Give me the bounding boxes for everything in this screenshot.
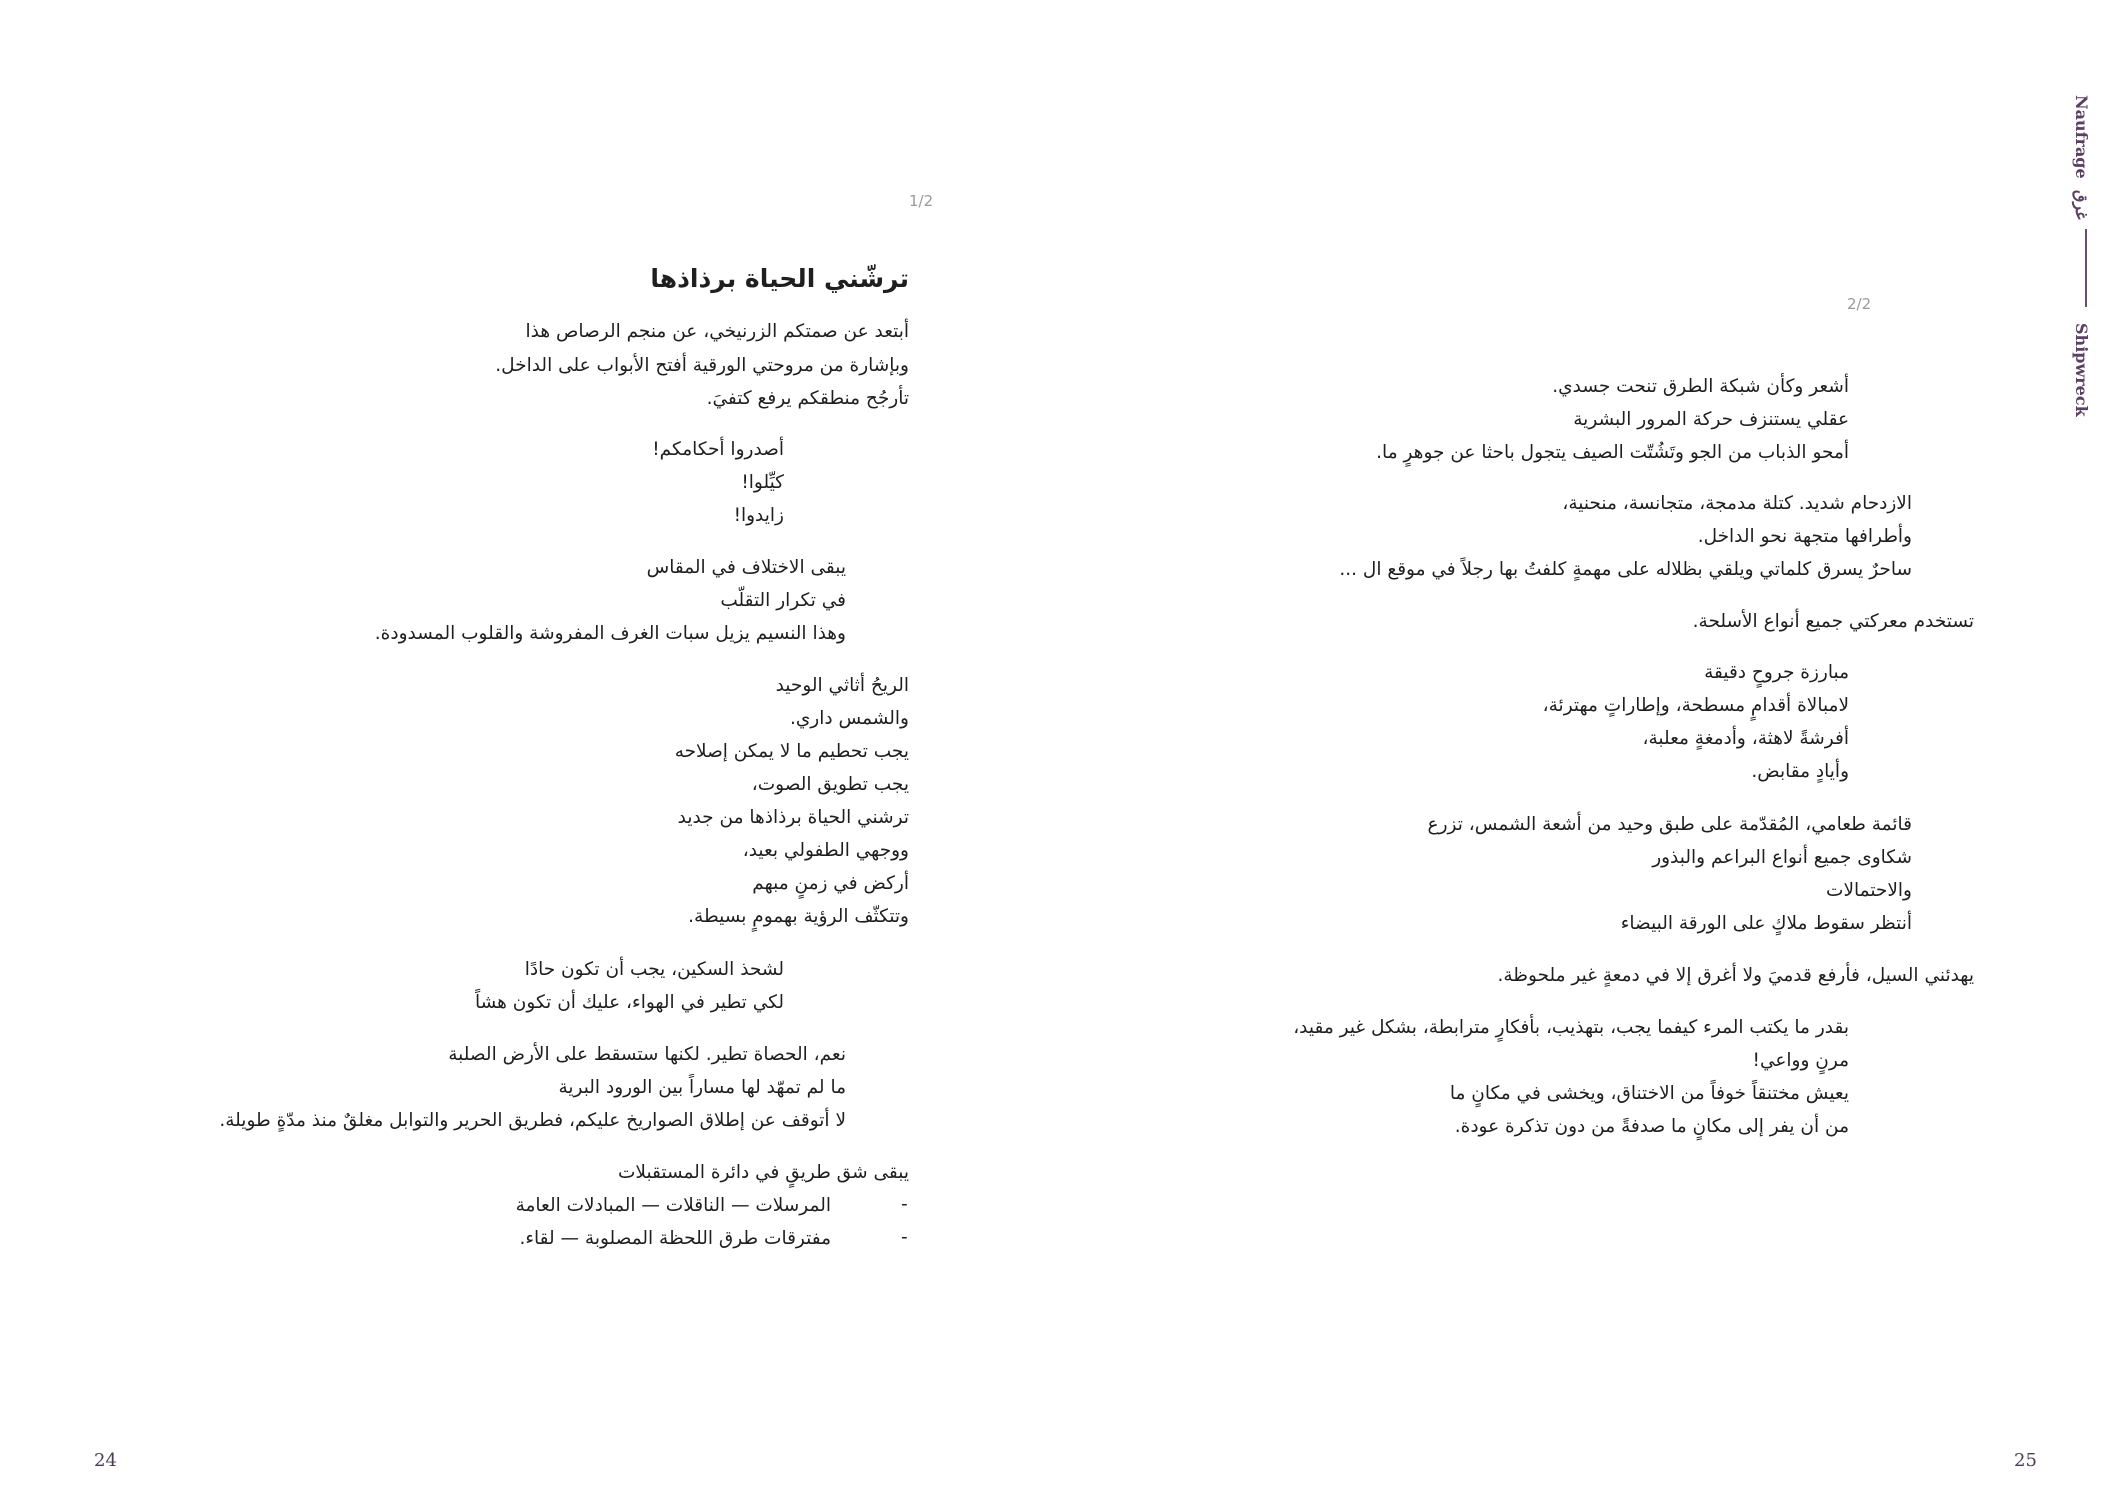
poem-line: عقلي يستنزف حركة المرور البشرية [1573,409,1849,430]
poem-line: ترشني الحياة برذاذها من جديد [677,807,909,828]
poem-line: لكي تطير في الهواء، عليك أن تكون هشاً [475,992,784,1013]
poem-line: والاحتمالات [1826,880,1912,901]
poem-line: يجب تطويق الصوت، [751,774,909,795]
poem-line: أنتظر سقوط ملاكٍ على الورقة البيضاء [1620,913,1912,934]
poem-line: يعيش مختنقاً خوفاً من الاختناق، ويخشى في مكانٍ ما [1449,1083,1849,1104]
running-head-french: Naufrage [2072,95,2091,179]
poem-line: بقدر ما يكتب المرء كيفما يجب، بتهذيب، بأفكارٍ مترابطة، بشكل غير مقيد، [1293,1017,1849,1038]
poem-line: في تكرار التقلّب [720,590,846,611]
poem-line: وبإشارة من مروحتي الورقية أفتح الأبواب على الداخل. [495,355,909,376]
poem-title: ترشّني الحياة برذاذها [650,264,909,293]
poem-line: ما لم تمهّد لها مساراً بين الورود البرية [558,1077,846,1098]
poem-line: أركض في زمنٍ مبهم [752,873,909,894]
poem-line: لامبالاة أقدامٍ مسطحة، وإطاراتٍ مهترئة، [1542,695,1849,716]
page-number-right: 25 [2014,1450,2037,1471]
poem-line: أشعر وكأن شبكة الطرق تنحت جسدي. [1552,376,1849,397]
poem-line: لشحذ السكين، يجب أن تكون حادًا [524,959,784,980]
poem-line: من أن يفر إلى مكانٍ ما صدفةً من دون تذكرة عودة. [1454,1116,1849,1137]
list-item: المرسلات — الناقلات — المبادلات العامة [515,1195,831,1216]
poem-line: أفرشةً لاهثة، وأدمغةٍ معلبة، [1642,728,1849,749]
poem-line: الازدحام شديد. كتلة مدمجة، متجانسة، منحنية، [1562,493,1912,514]
page-marker-right: 2/2 [1847,295,1872,313]
poem-line: ساحرٌ يسرق كلماتي ويلقي بظلاله على مهمةٍ كلفتُ بها رجلاً في موقع ال ... [1339,559,1912,580]
poem-line: زايدوا! [733,505,784,526]
poem-line: قائمة طعامي، المُقدّمة على طبق وحيد من أشعة الشمس، تزرع [1427,814,1912,835]
poem-line: مبارزة جروحٍ دقيقة [1704,662,1849,683]
running-head [2072,95,2091,417]
poem-line: مرنٍ وواعي! [1752,1050,1849,1071]
poem-line: شكاوى جميع أنواع البراعم والبذور [1652,847,1912,868]
poem-line: يبقى شق طريقٍ في دائرة المستقبلات [618,1162,909,1183]
page-marker-left: 1/2 [909,192,934,210]
poem-line: لا أتوقف عن إطلاق الصواريخ عليكم، فطريق الحرير والتوابل مغلقٌ منذ مدّةٍ طويلة. [219,1110,846,1131]
poem-line: تأرجُح منطقكم يرفع كتفيَ. [706,388,909,409]
poem-line: أصدروا أحكامكم! [652,439,784,460]
list-item: مفترقات طرق اللحظة المصلوبة — لقاء. [519,1228,831,1249]
running-head-arabic: غرق [2072,190,2091,220]
poem-line: وتتكثّف الرؤية بهمومٍ بسيطة. [688,906,909,927]
poem-line: وأطرافها متجهة نحو الداخل. [1697,526,1912,547]
running-head-rule [2085,229,2087,307]
poem-line: والشمس داري. [789,708,909,729]
running-head-english: Shipwreck [2072,323,2091,417]
poem-line: أبتعد عن صمتكم الزرنيخي، عن منجم الرصاص هذا [525,321,909,342]
poem-line: يجب تحطيم ما لا يمكن إصلاحه [674,741,909,762]
poem-line: وأيادٍ مقابض. [1751,761,1849,782]
poem-line: نعم، الحصاة تطير. لكنها ستسقط على الأرض الصلبة [448,1044,846,1065]
page-number-left: 24 [94,1450,117,1471]
poem-line: ووجهي الطفولي بعيد، [742,840,909,861]
list-bullet: - [901,1194,908,1215]
poem-line: يهدئني السيل، فأرفع قدميَ ولا أغرق إلا في دمعةٍ غير ملحوظة. [1497,965,1974,986]
poem-line: أمحو الذباب من الجو وتَشُتّت الصيف يتجول باحثا عن جوهرٍ ما. [1376,442,1849,463]
poem-line: الريحُ أثاثي الوحيد [775,675,909,696]
poem-line: يبقى الاختلاف في المقاس [646,557,846,578]
list-bullet: - [901,1227,908,1248]
poem-line: وهذا النسيم يزيل سبات الغرف المفروشة والقلوب المسدودة. [374,623,846,644]
poem-line: تستخدم معركتي جميع أنواع الأسلحة. [1692,611,1974,632]
poem-line: كيِّلوا! [741,472,784,493]
